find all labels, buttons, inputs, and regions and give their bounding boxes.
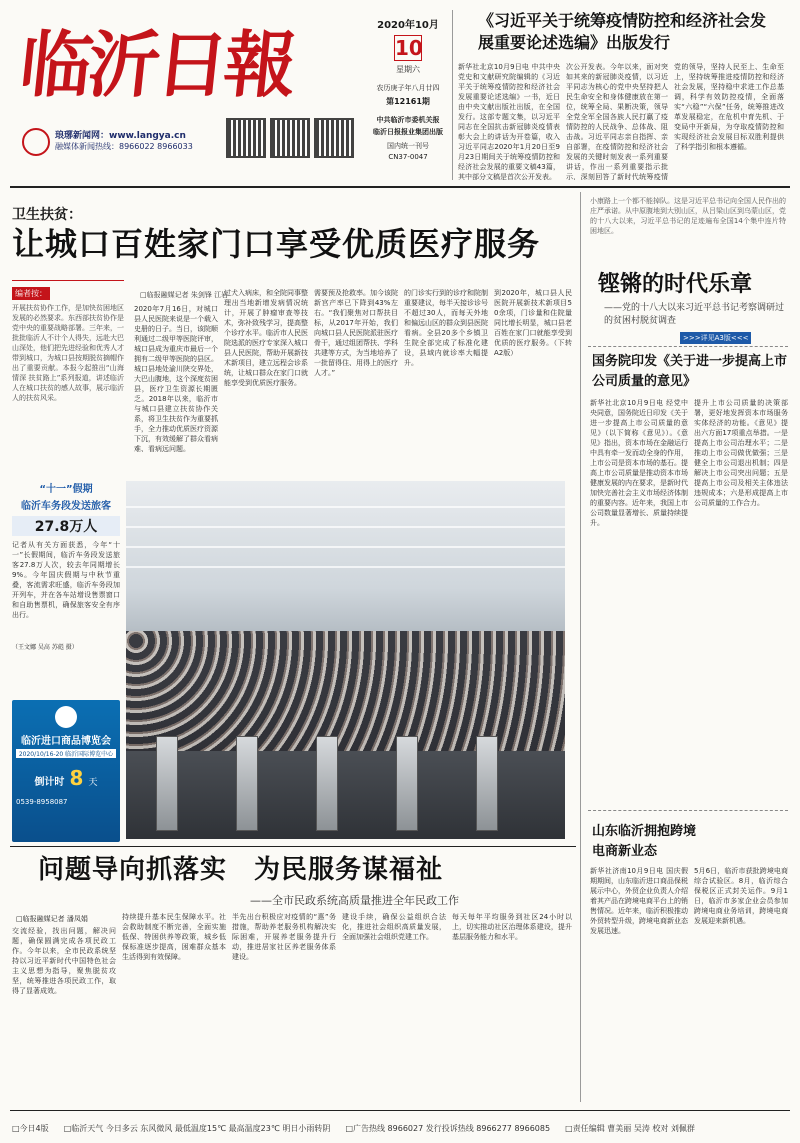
bottom-story-col2: 持续提升基本民生保障水平。社会救助制度不断完善，全面实施低保、特困供养等政策，城乡低保标准逐步提高，困难群众基本生活得到有效保障。 [122,913,226,961]
qr-code-1 [226,118,266,158]
feature-jump: >>>详见A3版<<< [680,332,751,344]
publisher-1: 中共临沂市委机关报 [376,116,440,124]
footer-item: □临沂天气 今日多云 东风微风 最低温度15℃ 最高温度23℃ 明日小雨转阴 [63,1124,331,1132]
date-block [368,10,448,180]
ecommerce-col1: 新华社济南10月9日电 国庆假期期间，山东临沂进口商品保税展示中心，外贸企业负责人介绍着其产品在跨境电商平台上的销售情况。近年来，临沂积极推动外贸转型升级，跨境电商新业态发展迅速。 [590,867,688,935]
bottom-story-col5: 每天每年平均服务到社区24小时以上，切实推动社区治理体系建设，提升基层服务能力和水平。 [452,913,572,941]
main-story-col3: 需要预及抢救率。加今该院新宫产率已下降到43%左右。“我们聚焦对口帮扶目标，从2017年开始，我们向城口县人民医院派驻医疗骨干，通过组团帮扶、学科共建等方式，为当地培养了一批留得住、用得上的医疗人才。” [314,289,398,377]
holiday-text: 记者从有关方面获悉，今年“十一”长假期间，临沂车务段发送旅客27.8万人次，较去年同期增长9%。今年国庆假期与中秋节重叠，客流需求旺盛，临沂车务段加开列车，并在各车站增设售票窗口和自助售票机，确保旅客安全有序出行。 [12,541,120,619]
main-story-col4: 的门诊实行到的诊疗和院制重要建议，每半天接诊诊号不超过30人，而每天外地和偏远山区的群众到县医院看病。全县20多个乡镇卫生院全部完成了标准化建设，县域内就诊率大幅提升。 [404,289,488,367]
masthead-seal [22,128,50,156]
serial-code: CN37-0047 [388,153,428,161]
feature-intro: 小康路上一个都不能掉队。这是习近平总书记向全国人民作出的庄严承诺。从中原腹地到大别山区，从吕梁山区到乌蒙山区，党的十八大以来，习近平总书记的足迹遍布全国14个集中连片特困地区。 [590,197,786,235]
site-line-1: 琅琊新闻网：www.langya.cn [55,131,186,141]
date-day: 10 [395,36,423,60]
main-story-col1: 2020年7月16日，对城口县人民医院来说是一个载入史册的日子。当日，该院顺利通过二级甲等医院评审，城口县成为重庆市最后一个拥有二级甲等医院的县区。城口县地处渝川陕交界处，大巴山腹地，这个深度贫困县，医疗卫生资源长期匮乏。2018年以来，临沂市与城口县建立扶贫协作关系，将卫生扶贫作为重要抓手，全力推动优质医疗资源下沉，有效缓解了群众看病难、看病远问题。 [134,305,218,453]
ecommerce-headline: 山东临沂拥抱跨境电商新业态 [592,824,697,859]
expo-phone: 0539-8958087 [16,798,68,806]
footer-bar [12,1116,788,1132]
top-story-col1: 新华社北京10月9日电 中共中央党史和文献研究院编辑的《习近平关于统筹疫情防控和经济社会发展重要论述选编》一书，近日由中央文献出版社出版，在全国发行。这部专题文集，以习近平同志在全国抗击新冠肺炎疫情表彰大会上的讲话为开卷篇，收入习近平同志2020年1月20日至9月23日期间关于统筹疫情防控和经济社会发展的重要文稿43篇，其中部分文稿是首次公开发表。 [458,63,560,180]
bottom-story-col3: 半先出台积极应对疫情的“惠”务措施，帮助养老服务机构解决实际困难，开展养老服务提升行动，推进居家社区养老服务体系建设。 [232,913,336,961]
bottom-story-headline: 问题导向抓落实 为民服务谋福祉 [38,855,444,885]
main-story-headline: 让城口百姓家门口享受优质医疗服务 [12,225,541,263]
countdown-label: 倒计时 [34,777,65,788]
main-story-byline: □临报融媒记者 朱剑锋 江岩 [140,291,229,299]
bottom-story-col4: 建设手续，确保公益组织合法化，推进社会组织高质量发展，全面加强社会组织党建工作。 [342,913,446,941]
site-line-2: 融媒体新闻热线：8966022 8966033 [55,142,193,151]
masthead-title: 临沂日報 [15,22,297,107]
footer-item: □今日4版 [12,1124,49,1132]
state-council-headline: 国务院印发《关于进一步提高上市公司质量的意见》 [592,354,788,389]
expo-ad [12,700,120,842]
state-council-col2: 提升上市公司质量的决策部署，更好地发挥资本市场服务实体经济的功能。《意见》提出六方面17项重点举措。一是提高上市公司治理水平；二是推动上市公司做优做强；三是健全上市公司退出机制；四是解决上市公司突出问题；五是提高上市公司及相关主体违法违规成本；六是形成提高上市公司质量的工作合力。 [694,399,788,507]
top-story-col2: 次公开发表。今年以来，面对突如其来的新冠肺炎疫情，以习近平同志为核心的党中央坚持把人民生命安全和身体健康放在第一位，统筹全局、果断决策，领导全党全军全国各族人民打赢了疫情防控的人民战争、总体战、阻击战。习近平同志亲自指挥、亲自部署，在疫情防控和经济社会发展的关键时刻发表一系列重要讲话，作出一系列重要指示批示，深刻回答了新时代统筹疫情 [566,63,668,180]
date-weekday: 星期六 [396,65,420,74]
bottom-story-subhead: ——全市民政系统高质量推进全年民政工作 [250,894,459,907]
main-story-kicker: 卫生扶贫： [12,207,82,223]
countdown-unit: 天 [88,778,98,788]
editor-note-text: 开展扶贫协作工作，是加快贫困地区发展的必然要求。东西部扶贫协作是党中央的重要战略部署。三年来，一批批临沂人不计个人得失，远赴大巴山深处，他们把先进经验和优秀人才带到城口，为城口县按期脱贫摘帽作出了重要贡献。本报今起推出“山海情深 扶贫路上”系列报道，讲述临沂人在城口扶贫的感人故事，展示临沂人的扶贫风采。 [12,304,124,402]
holiday-credit: （王文娜 吴高 苏彪 摄） [12,644,78,651]
qr-code-3 [314,118,354,158]
countdown-num: 8 [69,766,84,790]
footer-item: □广告热线 8966027 发行投诉热线 8966277 8966085 [345,1124,551,1132]
main-story-col5: 到2020年，城口县人民医院开展新技术新项目50余项，门诊量和住院量同比增长明显，城口县老百姓在家门口就能享受到优质的医疗服务。（下转A2版） [494,289,572,357]
bottom-story-col1: 交流经验，找出问题，解决问题，确保圆满完成各项民政工作。今年以来，全市民政系统坚持以习近平新时代中国特色社会主义思想为指导，聚焦脱贫攻坚，统筹推进各项民政工作，取得了显著成效。 [12,927,116,995]
bottom-story-byline: □临报融媒记者 潘凤娟 [16,915,88,923]
holiday-title: 临沂车务段发送旅客 [21,501,111,512]
date-label: 2020年10月 [377,20,439,31]
serial-label: 国内统一刊号 [387,142,429,150]
ecommerce-col2: 5月6日，临沂市获批跨境电商综合试验区。8月，临沂综合保税区正式封关运作。9月1日，临沂市多家企业会员参加跨境电商业务培训，跨境电商发展迎来新机遇。 [694,867,788,925]
holiday-figure: 27.8万人 [12,516,120,536]
main-photo-station-crowd [126,481,565,839]
expo-logo-icon [55,706,77,728]
qr-code-2 [270,118,310,158]
top-story-headline: 《习近平关于统筹疫情防控和经济社会发展重要论述选编》出版发行 [478,11,767,52]
holiday-tag: “十一”假期 [39,484,93,495]
main-story-col2: 过犬入病床，和全院同事整理出当地新增发病情况统计，开展了肿瘤审查等技术，弥补致残学习，提高整个诊疗水平。临沂市人民医院选派的医疗专家深入城口县人民医院，帮助开展新技术新项目，建立远程会诊系统，让城口群众在家门口就能享受到优质医疗服务。 [224,289,308,387]
expo-line1: 临沂进口商品博览会 [21,736,111,747]
editor-note-label: 编者按： [12,287,50,300]
state-council-col1: 新华社北京10月9日电 经党中央同意，国务院近日印发《关于进一步提高上市公司质量的意见》（以下简称《意见》）。《意见》指出，资本市场在金融运行中具有牵一发而动全身的作用，上市公司是资本市场的基石。提高上市公司质量是推动资本市场健康发展的内在要求，是新时代加快完善社会主义市场经济体制的重要内容。近年来，我国上市公司数量显著增长、质量持续提升。 [590,399,688,527]
feature-subhead: ——党的十八大以来习近平总书记考察调研过的贫困村脱贫调查 [604,303,785,326]
expo-line2: 2020/10/16-20 临沂国际博览中心 [16,749,116,758]
publisher-2: 临沂日报报业集团出版 [373,128,443,136]
feature-headline: 铿锵的时代乐章 [598,272,753,297]
lunar-date: 农历庚子年八月廿四 [376,84,440,92]
editor-note-box [12,280,124,452]
issue-number: 第12161期 [386,97,430,106]
footer-item: □责任编辑 曹美丽 吴涛 校对 刘佩群 [565,1124,695,1132]
holiday-box [12,476,120,676]
top-story-col3: 党的领导，坚持人民至上、生命至上，坚持统筹推进疫情防控和经济社会发展，坚持稳中求进工作总基调，科学有效防控疫情，全面落实“六稳”“六保”任务，统筹推进改革发展稳定，在危机中育先机、于变局中开新局，为夺取疫情防控和实现经济社会发展目标双胜利提供了科学指引和根本遵循。 [674,63,784,151]
